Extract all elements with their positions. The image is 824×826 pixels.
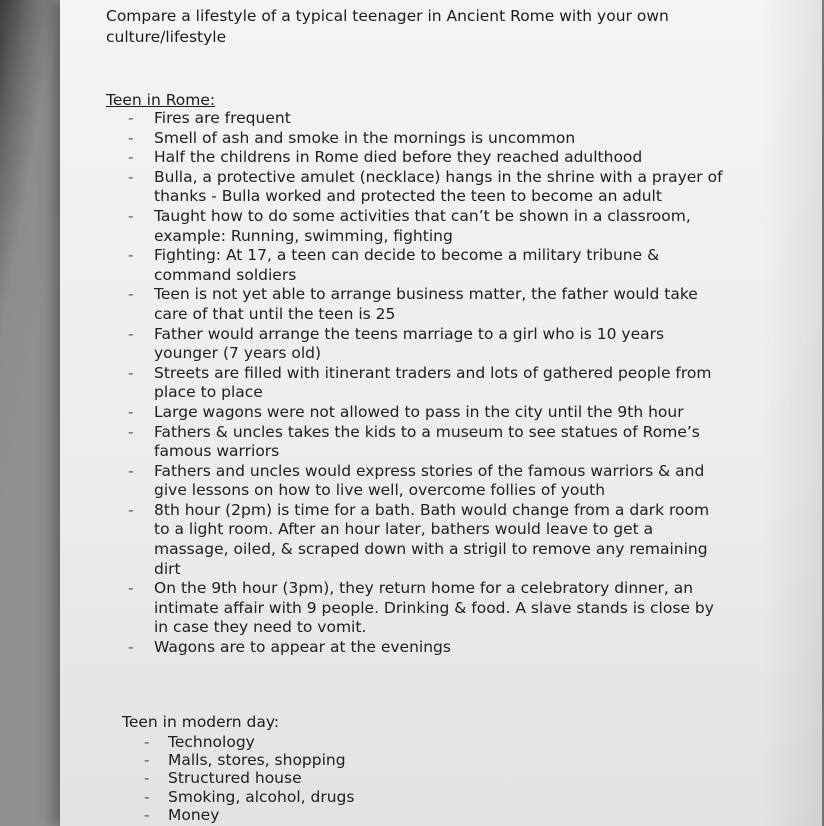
bullet-dash: - [128, 500, 134, 519]
bullet-dash: - [144, 751, 150, 770]
list-item: - Bulla, a protective amulet (necklace) hangs in the shrine with a prayer of thanks - Bulla worked and protected the teen to become an adult [128, 167, 723, 206]
list-item: - Half the childrens in Rome died before they reached adulthood [128, 148, 643, 167]
list-item: - Technology [144, 733, 255, 751]
list-item: - Teen is not yet able to arrange business matter, the father would take care of that until the teen is 25 [128, 285, 698, 323]
page-title: Compare a lifestyle of a typical teenager in Ancient Rome with your own culture/lifestyle [106, 7, 669, 46]
list-item: - Taught how to do some activities that can’t be shown in a classroom, example: Running, swimming, fighting [128, 206, 691, 245]
bullet-dash: - [128, 363, 134, 382]
bullet-dash: - [128, 461, 134, 480]
list-item: - Streets are filled with itinerant traders and lots of gathered people from place to place [128, 363, 712, 402]
bullet-dash: - [128, 148, 134, 167]
bullet-dash: - [128, 638, 134, 657]
modern-list [144, 733, 568, 824]
list-item: - Fires are frequent [128, 109, 291, 127]
bullet-dash: - [128, 422, 134, 441]
section-title-rome: Teen in Rome: [106, 91, 216, 109]
bullet-dash: - [128, 167, 134, 186]
bullet-dash: - [144, 733, 150, 751]
bullet-dash: - [128, 579, 134, 598]
list-item: - Wagons are to appear at the evenings [128, 638, 451, 657]
bullet-dash: - [128, 246, 134, 265]
list-item: - Money [144, 805, 220, 824]
list-item: - 8th hour (2pm) is time for a bath. Bath would change from a dark room to a light room. After an hour later, bathers would leave to get a massage, oiled, & scraped down with a strigil to remove any remaining dirt [128, 500, 710, 578]
screen-glare [762, 0, 822, 826]
list-item: - On the 9th hour (3pm), they return home for a celebratory dinner, an intimate affair with 9 people. Drinking & food. A slave stands is close by in case they need to vomit. [128, 579, 714, 637]
list-item: - Smoking, alcohol, drugs [144, 787, 355, 806]
list-item: - Fathers & uncles takes the kids to a museum to see statues of Rome’s famous warriors [128, 422, 700, 461]
bullet-dash: - [128, 285, 134, 304]
document-page [60, 0, 822, 826]
list-item: - Fathers and uncles would express stories of the famous warriors & and give lessons on how to live well, overcome follies of youth [128, 461, 705, 500]
rome-list [128, 109, 724, 658]
list-item: - Fighting: At 17, a teen can decide to become a military tribune & command soldiers [128, 246, 660, 284]
bullet-dash: - [144, 805, 150, 824]
list-item: - Malls, stores, shopping [144, 751, 346, 770]
section-title-modern: Teen in modern day: [122, 713, 280, 731]
list-item: - Structured house [144, 769, 302, 788]
bullet-dash: - [144, 769, 150, 788]
list-item: - Smell of ash and smoke in the mornings is uncommon [128, 128, 576, 147]
bullet-dash: - [128, 109, 134, 127]
list-item: - Large wagons were not allowed to pass in the city until the 9th hour [128, 402, 684, 421]
bullet-dash: - [128, 206, 134, 225]
bullet-dash: - [128, 128, 134, 147]
list-item: - Father would arrange the teens marriage to a girl who is 10 years younger (7 years old) [128, 324, 665, 363]
bullet-dash: - [128, 324, 134, 343]
bullet-dash: - [144, 787, 150, 806]
bullet-dash: - [128, 402, 134, 421]
